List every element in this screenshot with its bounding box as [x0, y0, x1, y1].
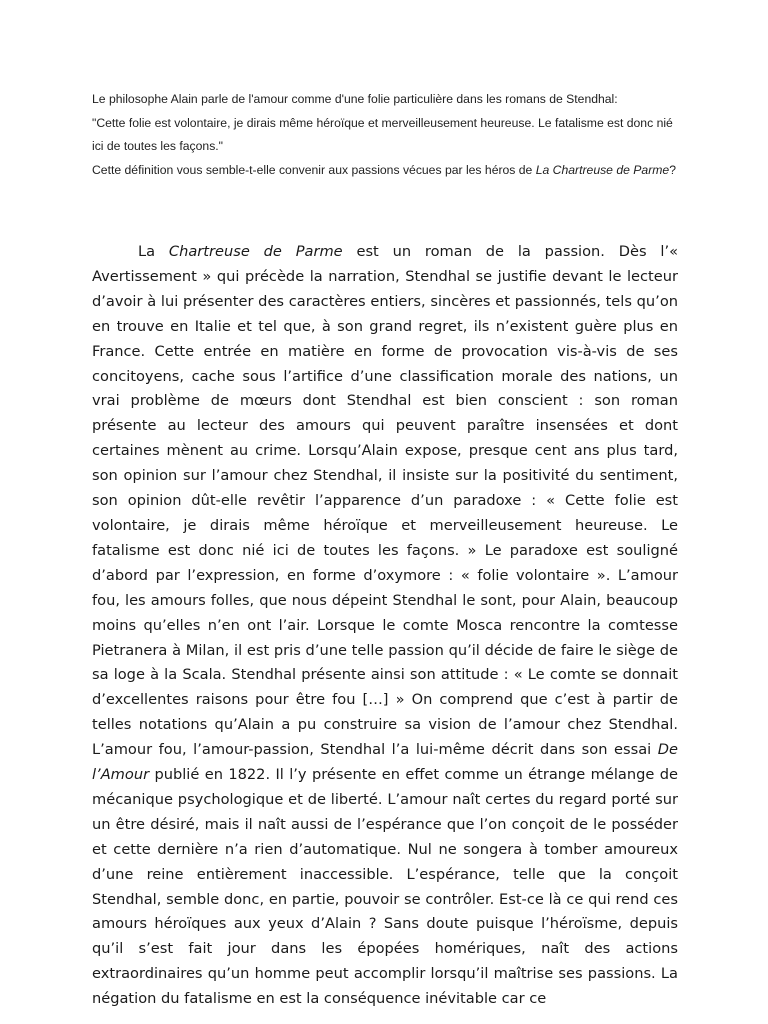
- prompt-book-title: La Chartreuse de Parme: [535, 162, 670, 177]
- prompt-intro: Le philosophe Alain parle de l'amour comme d'une folie particulière dans les romans de Stendhal:: [92, 92, 618, 106]
- essay-paragraph: [92, 240, 678, 1012]
- prompt-question: [92, 159, 677, 183]
- essay-title-de-lamour: De l’Amour: [92, 741, 678, 784]
- prompt-question-text: Cette définition vous semble-t-elle convenir aux passions vécues par les héros de: [92, 162, 536, 177]
- essay-text-3: publié en 1822. Il l’y présente en effet comme un étrange mélange de mécanique psychologique et de liberté. L’amour naît certes du regard porté sur un être désiré, mais il naît aussi de l’espérance que l’on conçoit de le posséder et cette dernière n’a rien d’automatique. Nul ne songera à tomber amoureux d’une reine entièrement inaccessible. L’espérance, telle que la conçoit Stendhal, semble donc, en partie, pouvoir se contrôler. Est-ce là ce qui rend ces amours héroïques aux yeux d’Alain ? Sans doute puisque l’héroïsme, depuis qu’il s’est fait jour dans les épopées homériques, naît des actions extraordinaires qu’un homme peut accomplir lorsqu’il maîtrise ses passions. La négation du fatalisme en est la conséquence inévitable car ce: [92, 766, 678, 1008]
- essay-body: [92, 240, 678, 1012]
- prompt-quote: "Cette folie est volontaire, je dirais même héroïque et merveilleusement heureuse. Le fatalisme est donc nié ici de toutes les façons.": [92, 115, 673, 153]
- essay-text-2: est un roman de la passion. Dès l’« Avertissement » qui précède la narration, Stendhal se justifie devant le lecteur d’avoir à lui présenter des caractères entiers, sincères et passionnés, tels qu’on en trouve en Italie et tel que, à son grand regret, ils n’existent guère plus en France. Cette entrée en matière en forme de provocation vis-à-vis de ses concitoyens, cache sous l’artifice d’une classification morale des nations, un vrai problème de mœurs dont Stendhal est bien conscient : son roman présente au lecteur des amours qui peuvent paraître insensées et dont certaines mènent au crime. Lorsqu’Alain expose, presque cent ans plus tard, son opinion sur l’amour chez Stendhal, il insiste sur la positivité du sentiment, son opinion dût-elle revêtir l’apparence d’un paradoxe : « Cette folie est volontaire, je dirais même héroïque et merveilleusement heureuse. Le fatalisme est donc nié ici de toutes les façons. » Le paradoxe est souligné d’abord par l’expression, en forme d’oxymore : « folie volontaire ». L’amour fou, les amours folles, que nous dépeint Stendhal le sont, pour Alain, beaucoup moins qu’elles n’en ont l’air. Lorsque le comte Mosca rencontre la comtesse Pietranera à Milan, il est pris d’une telle passion qu’il décide de faire le siège de sa loge à la Scala. Stendhal présente ainsi son attitude : « Le comte se donnait d’excellentes raisons pour être fou […] » On comprend que c’est à partir de telles notations qu’Alain a pu construire sa vision de l’amour chez Stendhal. L’amour fou, l’amour-passion, Stendhal l’a lui-même décrit dans son essai: [92, 243, 679, 759]
- essay-text-1: La: [138, 243, 169, 260]
- prompt-question-end: ?: [669, 162, 676, 177]
- essay-title-chartreuse: Chartreuse de Parme: [168, 243, 343, 260]
- essay-prompt: [92, 88, 677, 182]
